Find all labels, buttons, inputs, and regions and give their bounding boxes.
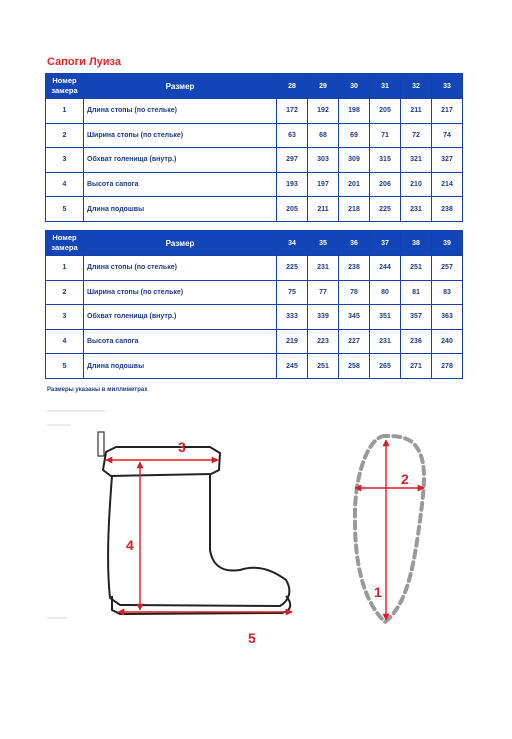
measurement-value: 240	[432, 329, 463, 354]
measurement-value: 227	[339, 329, 370, 354]
measurement-number: 3	[46, 305, 84, 330]
boot-cuff	[103, 447, 220, 476]
label-insole-length: 1	[374, 584, 382, 600]
measurement-value: 69	[339, 123, 370, 148]
header-measurement-number: Номер замера	[46, 231, 84, 256]
measurement-value: 244	[370, 256, 401, 281]
measurement-value: 238	[432, 197, 463, 222]
header-size-value: 32	[401, 74, 432, 99]
table-row	[46, 305, 463, 330]
measurement-value: 339	[308, 305, 339, 330]
table-header-row	[46, 231, 463, 256]
measurement-value: 197	[308, 172, 339, 197]
measurement-value: 278	[432, 354, 463, 379]
measurement-number: 2	[46, 280, 84, 305]
measurement-number: 1	[46, 256, 84, 281]
table-row	[46, 197, 463, 222]
measurement-diagram	[0, 400, 512, 660]
boot-outline	[98, 432, 290, 614]
measurement-value: 71	[370, 123, 401, 148]
header-size-value: 39	[432, 231, 463, 256]
measurement-value: 351	[370, 305, 401, 330]
measurement-description: Обхват голенища (внутр.)	[84, 148, 277, 173]
measurement-value: 236	[401, 329, 432, 354]
measurement-value: 77	[308, 280, 339, 305]
measurement-value: 225	[370, 197, 401, 222]
header-size-value: 37	[370, 231, 401, 256]
label-height: 4	[126, 537, 134, 553]
size-table-28-33	[45, 73, 463, 222]
boot-shaft	[108, 474, 289, 606]
measurement-value: 219	[277, 329, 308, 354]
measurement-number: 3	[46, 148, 84, 173]
measurement-number: 2	[46, 123, 84, 148]
measurement-value: 193	[277, 172, 308, 197]
measurement-value: 238	[339, 256, 370, 281]
measurement-value: 223	[308, 329, 339, 354]
measurement-value: 72	[401, 123, 432, 148]
measurement-value: 297	[277, 148, 308, 173]
header-size-value: 35	[308, 231, 339, 256]
measurement-value: 198	[339, 99, 370, 124]
measurement-value: 74	[432, 123, 463, 148]
table-row	[46, 329, 463, 354]
measurement-value: 81	[401, 280, 432, 305]
measurement-value: 245	[277, 354, 308, 379]
measurement-description: Высота сапога	[84, 172, 277, 197]
measurement-value: 303	[308, 148, 339, 173]
measurement-value: 210	[401, 172, 432, 197]
measurement-value: 363	[432, 305, 463, 330]
measurement-value: 258	[339, 354, 370, 379]
boot-pull-tab	[98, 432, 104, 456]
measurement-value: 231	[401, 197, 432, 222]
measurement-value: 192	[308, 99, 339, 124]
table-row	[46, 172, 463, 197]
header-size-value: 38	[401, 231, 432, 256]
header-size-value: 34	[277, 231, 308, 256]
table-row	[46, 148, 463, 173]
measurement-description: Длина подошвы	[84, 354, 277, 379]
measurement-value: 205	[277, 197, 308, 222]
measurement-value: 271	[401, 354, 432, 379]
measurement-value: 231	[308, 256, 339, 281]
measurement-value: 333	[277, 305, 308, 330]
measurement-value: 172	[277, 99, 308, 124]
measurement-value: 75	[277, 280, 308, 305]
measurement-value: 68	[308, 123, 339, 148]
measurement-value: 205	[370, 99, 401, 124]
measurement-number: 1	[46, 99, 84, 124]
measurement-value: 251	[401, 256, 432, 281]
measurement-value: 211	[308, 197, 339, 222]
table-row	[46, 123, 463, 148]
header-size-value: 29	[308, 74, 339, 99]
measurement-value: 206	[370, 172, 401, 197]
units-note: Размеры указаны в миллиметрах	[47, 387, 148, 393]
measurement-number: 4	[46, 329, 84, 354]
measurement-value: 218	[339, 197, 370, 222]
page-title: Сапоги Луиза	[47, 56, 121, 68]
measurement-value: 63	[277, 123, 308, 148]
measurement-description: Ширина стопы (по стельке)	[84, 123, 277, 148]
table-row	[46, 256, 463, 281]
label-insole-width: 2	[401, 471, 409, 487]
measurement-value: 345	[339, 305, 370, 330]
table-gap	[45, 222, 462, 230]
measurement-number: 5	[46, 197, 84, 222]
header-size-value: 36	[339, 231, 370, 256]
table-header-row	[46, 74, 463, 99]
header-size-value: 28	[277, 74, 308, 99]
size-table-34-39	[45, 230, 463, 379]
measurement-value: 201	[339, 172, 370, 197]
header-size-value: 33	[432, 74, 463, 99]
measurement-description: Ширина стопы (по стельке)	[84, 280, 277, 305]
measurement-value: 83	[432, 280, 463, 305]
measurement-description: Длина стопы (по стельке)	[84, 256, 277, 281]
measurement-value: 211	[401, 99, 432, 124]
measurement-number: 4	[46, 172, 84, 197]
table-row	[46, 99, 463, 124]
measurement-value: 251	[308, 354, 339, 379]
header-size-value: 30	[339, 74, 370, 99]
measurement-value: 78	[339, 280, 370, 305]
measurement-description: Высота сапога	[84, 329, 277, 354]
table-row	[46, 354, 463, 379]
measurement-value: 265	[370, 354, 401, 379]
measurement-description: Обхват голенища (внутр.)	[84, 305, 277, 330]
measurement-value: 315	[370, 148, 401, 173]
measurement-value: 357	[401, 305, 432, 330]
insole-outline	[355, 436, 424, 622]
header-size-value: 31	[370, 74, 401, 99]
measurement-value: 321	[401, 148, 432, 173]
label-circumference: 3	[178, 439, 186, 455]
measurement-value: 257	[432, 256, 463, 281]
measurement-value: 217	[432, 99, 463, 124]
measurement-description: Длина подошвы	[84, 197, 277, 222]
measurement-number: 5	[46, 354, 84, 379]
measurement-value: 231	[370, 329, 401, 354]
measurement-value: 80	[370, 280, 401, 305]
header-size: Размер	[84, 74, 277, 99]
measurement-value: 214	[432, 172, 463, 197]
measurement-value: 225	[277, 256, 308, 281]
measurement-value: 327	[432, 148, 463, 173]
header-size: Размер	[84, 231, 277, 256]
measurement-value: 309	[339, 148, 370, 173]
table-row	[46, 280, 463, 305]
measurement-description: Длина стопы (по стельке)	[84, 99, 277, 124]
header-measurement-number: Номер замера	[46, 74, 84, 99]
label-sole-length: 5	[248, 630, 256, 646]
